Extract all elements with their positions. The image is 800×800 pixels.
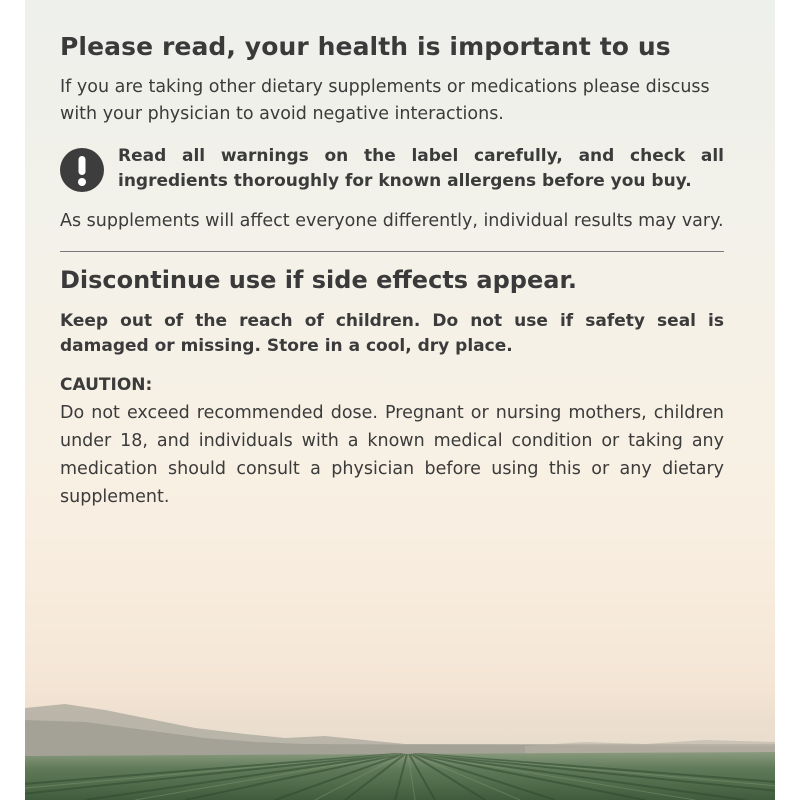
- allergen-warning: [60, 144, 724, 196]
- allergen-warning-text: [118, 144, 724, 194]
- caution-label: CAUTION:: [60, 375, 153, 395]
- discontinue-heading: Discontinue use if side effects appear.: [60, 266, 577, 294]
- exclamation-icon: [60, 148, 104, 192]
- caution-text: Do not exceed recommended dose. Pregnant or nursing mothers, children under 18, and individuals with a known medical condition or taking any medication should consult a physician before using this or any dietary supplement.: [60, 403, 724, 507]
- warning-panel: [25, 0, 775, 800]
- section-divider: [60, 251, 724, 252]
- allergen-warning-line-1: Read all warnings on the label carefully, and check all: [118, 146, 724, 166]
- allergen-warning-line-2: ingredients thoroughly for known allergens before you buy.: [118, 171, 692, 191]
- page-title: Please read, your health is important to us: [60, 32, 671, 61]
- storage-warning: Keep out of the reach of children. Do not use if safety seal is damaged or missing. Store in a cool, dry place.: [60, 311, 724, 356]
- results-disclaimer: As supplements will affect everyone differently, individual results may vary.: [60, 211, 724, 231]
- intro-text: If you are taking other dietary supplements or medications please discuss with your physician to avoid negative interactions.: [60, 77, 710, 124]
- farm-field-landscape: [25, 690, 775, 800]
